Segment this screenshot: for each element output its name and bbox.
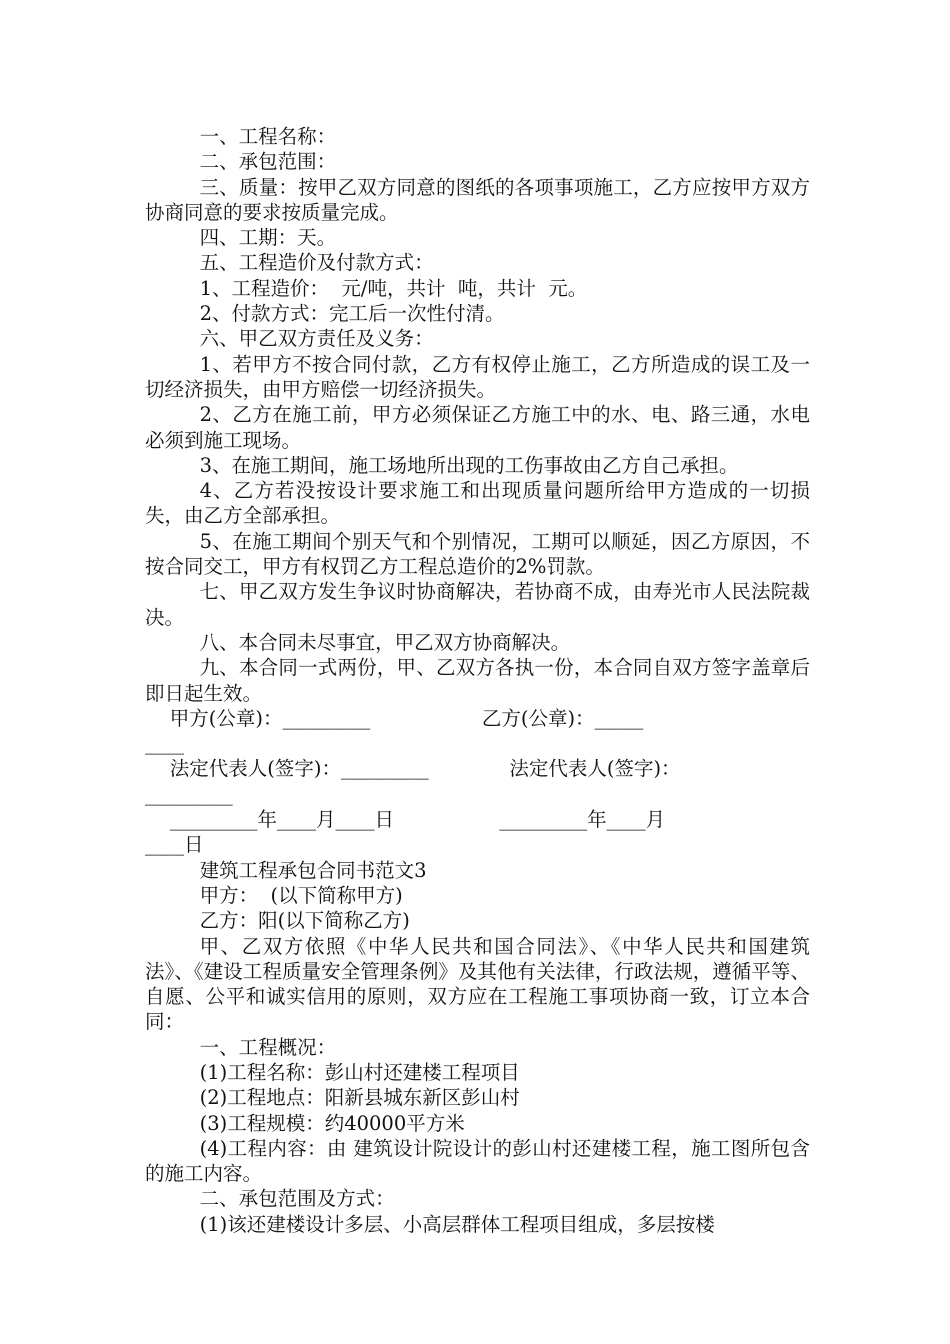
paragraph-copies: 九、本合同一式两份，甲、乙双方各执一份，本合同自双方签字盖章后即日起生效。 <box>145 656 810 705</box>
document-page <box>145 124 810 1237</box>
paragraph-preamble: 甲、乙双方依照《中华人民共和国合同法》、《中华人民共和国建筑法》、《建设工程质量安全管理条例》及其他有关法律，行政法规，遵循平等、自愿、公平和诚实信用的原则，双方应在工程施工事项协商一致，订立本合同： <box>145 934 810 1034</box>
overview-item-1: (1)工程名称：彭山村还建楼工程项目 <box>199 1060 520 1084</box>
party-a: 甲方： (以下简称甲方) <box>199 883 403 907</box>
signature-seal-line: 甲方(公章)：_________ 乙方(公章)：_____ <box>145 706 644 730</box>
party-b: 乙方：阳(以下简称乙方) <box>199 909 410 933</box>
scope-item-1: (1)该还建楼设计多层、小高层群体工程项目组成，多层按楼 <box>199 1212 715 1236</box>
overview-item-2: (2)工程地点：阳新县城东新区彭山村 <box>199 1086 520 1110</box>
paragraph-quality: 三、质量：按甲乙双方同意的图纸的各项事项施工，乙方应按甲方双方协商同意的要求按质量完成。 <box>145 175 810 224</box>
signature-date-wrap: ____日 <box>145 833 204 857</box>
paragraph-duration: 四、工期：天。 <box>199 226 337 250</box>
paragraph-dispute: 七、甲乙双方发生争议时协商解决，若协商不成，由寿光市人民法院裁决。 <box>145 580 810 629</box>
paragraph-scope-heading: 二、承包范围及方式： <box>199 1187 395 1211</box>
paragraph-duty-3: 3、在施工期间，施工场地所出现的工伤事故由乙方自己承担。 <box>199 453 739 477</box>
paragraph-duty-5: 5、在施工期间个别天气和个别情况，工期可以顺延，因乙方原因，不按合同交工，甲方有权罚乙方工程总造价的2%罚款。 <box>145 529 810 579</box>
paragraph-payment: 2、付款方式：完工后一次性付清。 <box>199 302 505 326</box>
paragraph-project-name: 一、工程名称： <box>199 125 337 148</box>
paragraph-duties-heading: 六、甲乙双方责任及义务： <box>199 327 434 351</box>
paragraph-price: 1、工程造价： 元/吨，共计 吨，共计 元。 <box>199 276 588 300</box>
signature-date-line: _________年____月____日 _________年____月 <box>145 808 666 832</box>
section-title: 建筑工程承包合同书范文3 <box>199 858 427 882</box>
paragraph-duty-2: 2、乙方在施工前，甲方必须保证乙方施工中的水、电、路三通，水电必须到施工现场。 <box>145 403 810 452</box>
paragraph-duty-4: 4、乙方若没按设计要求施工和出现质量问题所给甲方造成的一切损失，由乙方全部承担。 <box>145 479 810 528</box>
paragraph-scope: 二、承包范围： <box>199 150 337 174</box>
overview-item-3: (3)工程规模：约40000平方米 <box>199 1111 465 1135</box>
paragraph-other-matters: 八、本合同未尽事宜，甲乙双方协商解决。 <box>199 630 571 654</box>
overview-item-4: (4)工程内容：由 建筑设计院设计的彭山村还建楼工程，施工图所包含的施工内容。 <box>145 1136 810 1186</box>
signature-representative-line: 法定代表人(签字)：_________ 法定代表人(签字)： <box>145 757 681 781</box>
paragraph-price-heading: 五、工程造价及付款方式： <box>199 251 434 275</box>
signature-representative-wrap: _________ <box>145 782 233 806</box>
signature-seal-wrap: ____ <box>145 732 184 756</box>
paragraph-overview-heading: 一、工程概况： <box>199 1035 337 1059</box>
paragraph-duty-1: 1、若甲方不按合同付款，乙方有权停止施工，乙方所造成的误工及一切经济损失，由甲方赔偿一切经济损失。 <box>145 352 810 401</box>
